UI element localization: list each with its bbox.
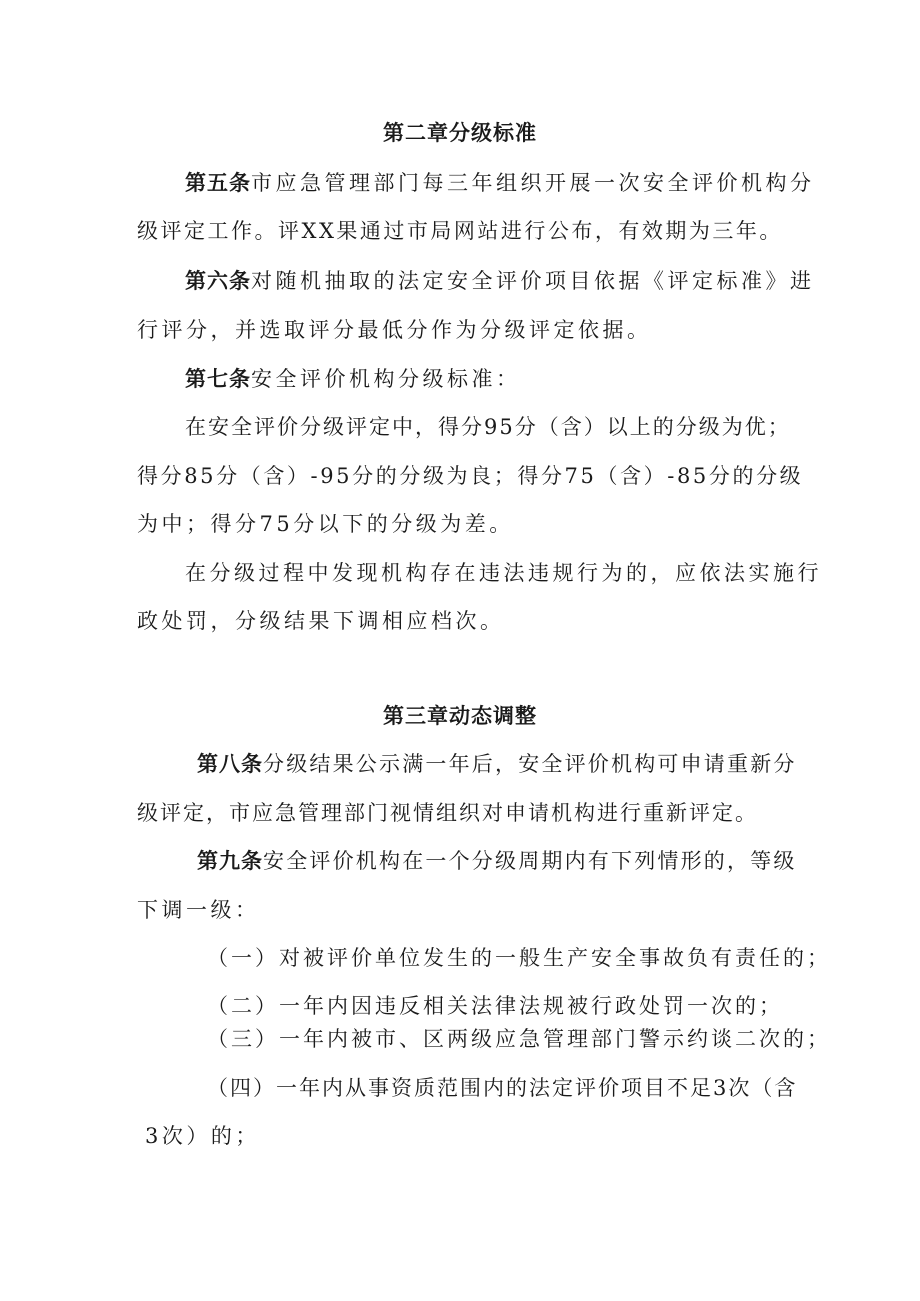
grading-para-line-2: 得分85分（含）-95分的分级为良；得分75（含）-85分的分级 — [137, 464, 804, 488]
article-8-label: 第八条 — [197, 752, 263, 776]
article-5-line-2: 级评定工作。评XX果通过市局网站进行公布，有效期为三年。 — [137, 219, 783, 243]
grading-para-line-3: 为中；得分75分以下的分级为差。 — [137, 512, 514, 536]
article-7-label: 第七条 — [185, 367, 251, 391]
article-6-label: 第六条 — [185, 269, 251, 293]
violation-para-line-1: 在分级过程中发现机构存在违法违规行为的，应依法实施行 — [185, 561, 822, 585]
list-item-3: （三）一年内被市、区两级应急管理部门警示约谈二次的； — [207, 1027, 831, 1051]
grading-para-line-1: 在安全评价分级评定中，得分95分（含）以上的分级为优； — [185, 415, 791, 439]
article-5-label: 第五条 — [185, 171, 251, 195]
list-item-4-line-2: 3次）的； — [145, 1124, 260, 1148]
article-8-line-1: 第八条分级结果公示满一年后，安全评价机构可申请重新分 — [197, 752, 797, 776]
article-5-line-1: 第五条市应急管理部门每三年组织开展一次安全评价机构分 — [185, 171, 815, 195]
chapter-3-heading: 第三章动态调整 — [383, 704, 537, 728]
list-item-2: （二）一年内因违反相关法律法规被行政处罚一次的； — [207, 994, 783, 1018]
chapter-2-heading: 第二章分级标准 — [383, 121, 537, 145]
article-7-line-1: 第七条安全评价机构分级标准： — [185, 367, 521, 391]
violation-para-line-2: 政处罚，分级结果下调相应档次。 — [137, 609, 505, 633]
article-6-line-1: 第六条对随机抽取的法定安全评价项目依据《评定标准》进 — [185, 269, 815, 293]
list-item-4-line-1: （四）一年内从事资质范围内的法定评价项目不足3次（含 — [207, 1076, 798, 1100]
article-9-label: 第九条 — [197, 849, 263, 873]
article-9-line-2: 下调一级： — [137, 898, 260, 922]
article-6-line-2: 行评分，并选取评分最低分作为分级评定依据。 — [137, 318, 652, 342]
article-9-line-1: 第九条安全评价机构在一个分级周期内有下列情形的，等级 — [197, 849, 797, 873]
article-8-line-2: 级评定，市应急管理部门视情组织对申请机构进行重新评定。 — [137, 801, 758, 825]
list-item-1: （一）对被评价单位发生的一般生产安全事故负有责任的； — [207, 946, 831, 970]
